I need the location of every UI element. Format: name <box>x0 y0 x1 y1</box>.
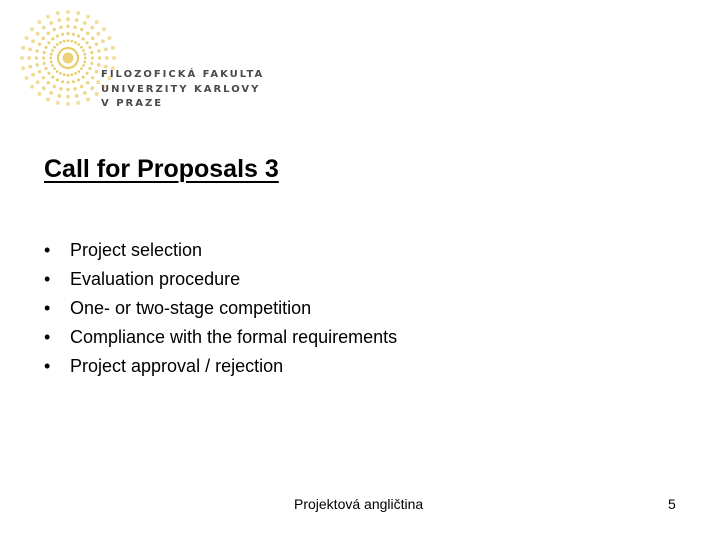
sunburst-dot <box>77 43 80 46</box>
sunburst-dot <box>51 49 54 52</box>
sunburst-dot <box>77 78 80 81</box>
sunburst-dot <box>42 26 46 30</box>
sunburst-dot <box>95 70 98 73</box>
sunburst-dot <box>67 67 69 69</box>
sunburst-dot <box>31 39 35 43</box>
sunburst-dot <box>77 70 80 73</box>
sunburst-dot <box>95 43 98 46</box>
sunburst-dot <box>53 46 56 49</box>
bullet-marker: • <box>44 240 51 260</box>
sunburst-dot <box>24 76 28 80</box>
sunburst-dot <box>71 66 73 68</box>
bullet-text: Compliance with the formal requirements <box>70 327 398 347</box>
sunburst-dot <box>97 63 100 66</box>
sunburst-dot <box>56 11 60 15</box>
bullet-item <box>44 354 397 383</box>
sunburst-dot <box>59 87 62 90</box>
sunburst-dot <box>36 32 40 36</box>
sunburst-dot <box>28 65 32 69</box>
sunburst-dot <box>44 46 47 49</box>
sunburst-dot <box>77 57 79 59</box>
sunburst-dot <box>44 67 47 70</box>
bullet-marker: • <box>44 327 51 347</box>
sunburst-dot <box>43 62 46 65</box>
sunburst-dot <box>47 32 50 35</box>
sunburst-dot <box>77 59 79 61</box>
sunburst-dot <box>31 73 35 77</box>
sunburst-dot <box>72 80 75 83</box>
sunburst-dot <box>47 81 50 84</box>
sunburst-dot <box>20 56 24 60</box>
sunburst-dot <box>27 56 31 60</box>
sunburst-dot <box>107 36 111 40</box>
sunburst-dot <box>67 47 69 49</box>
sunburst-dot <box>66 102 70 106</box>
sunburst-dot <box>96 32 100 36</box>
sunburst-dot <box>63 40 66 43</box>
logo-line-city: V PRAZE <box>101 98 164 109</box>
sunburst-dot <box>70 73 73 76</box>
sunburst-dot <box>57 94 61 98</box>
bullet-marker: • <box>44 269 51 289</box>
sunburst-dot <box>111 46 115 50</box>
sunburst-dot <box>56 34 59 37</box>
sunburst-dot <box>73 25 76 28</box>
sunburst-dot <box>56 70 59 73</box>
sunburst-dot <box>75 18 79 22</box>
sunburst-dot <box>72 33 75 36</box>
sunburst-dot <box>43 51 46 54</box>
sunburst-dot <box>82 76 85 79</box>
sunburst-dot <box>57 57 59 59</box>
sunburst-dot <box>80 67 83 70</box>
sunburst-dot <box>84 57 87 60</box>
sunburst-dot <box>83 21 87 25</box>
sunburst-dot <box>24 36 28 40</box>
sunburst-dot <box>30 85 34 89</box>
sunburst-dot <box>91 56 94 59</box>
sunburst-dot <box>35 49 38 52</box>
sunburst-dot <box>82 64 85 67</box>
bullet-list <box>44 238 397 383</box>
sunburst-dot <box>112 56 116 60</box>
sunburst-dot <box>76 11 80 15</box>
bullet-text: One- or two-stage competition <box>70 298 312 318</box>
sunburst-dot <box>67 74 70 77</box>
sunburst-dot <box>73 87 76 90</box>
sunburst-dot <box>76 101 80 105</box>
sunburst-dot <box>88 46 91 49</box>
sunburst-dot <box>66 32 69 35</box>
sunburst-dot <box>59 72 62 75</box>
sunburst-dot <box>61 33 64 36</box>
sunburst-dot <box>56 78 59 81</box>
bullet-item <box>44 267 397 296</box>
sunburst-dot <box>56 43 59 46</box>
sunburst-dot <box>50 60 53 63</box>
faculty-logo-text <box>101 68 264 112</box>
sunburst-dot <box>51 37 54 40</box>
sunburst-dot <box>83 60 86 63</box>
sunburst-dot <box>38 70 41 73</box>
sunburst-dot <box>21 66 25 70</box>
sunburst-dot <box>56 101 60 105</box>
sunburst-dot <box>80 85 83 88</box>
sunburst-dot <box>95 92 99 96</box>
sunburst-dot <box>61 80 64 83</box>
sunburst-dot <box>57 55 59 57</box>
sunburst-dot <box>57 18 61 22</box>
bullet-item <box>44 296 397 325</box>
sunburst-dot <box>104 47 108 51</box>
sunburst-dot <box>47 41 50 44</box>
sunburst-dot <box>105 56 109 60</box>
sunburst-dot <box>70 40 73 43</box>
sunburst-dot <box>62 48 64 50</box>
sunburst-dot <box>66 10 70 14</box>
sunburst-dot <box>36 80 40 84</box>
sunburst-dot <box>66 95 70 99</box>
sunburst-dot <box>101 39 105 43</box>
sunburst-dot <box>76 52 78 54</box>
bullet-marker: • <box>44 356 51 376</box>
sunburst-dot <box>38 43 41 46</box>
sunburst-dot <box>58 61 60 63</box>
sunburst-dot <box>98 56 101 59</box>
sunburst-dot <box>102 27 106 31</box>
sunburst-dot <box>66 17 70 21</box>
sunburst-dot <box>86 41 89 44</box>
sunburst-dot <box>65 67 67 69</box>
bullet-text: Evaluation procedure <box>70 269 241 289</box>
sunburst-dot <box>57 59 59 61</box>
sunburst-dot <box>66 88 69 91</box>
sunburst-dot <box>42 37 45 40</box>
sunburst-dot <box>74 72 77 75</box>
bullet-text: Project approval / rejection <box>70 356 284 376</box>
sunburst-dot <box>66 81 69 84</box>
sunburst-dot <box>42 56 45 59</box>
sunburst-dot <box>82 49 85 52</box>
sunburst-dot <box>91 76 94 79</box>
logo-line-university: UNIVERZITY KARLOVY <box>101 83 261 95</box>
sunburst-dot <box>51 76 54 79</box>
sunburst-dot <box>95 20 99 24</box>
sunburst-dot <box>80 46 83 49</box>
sunburst-dot <box>90 62 93 65</box>
sunburst-dot <box>35 63 38 66</box>
sunburst-dot <box>30 27 34 31</box>
sunburst-dot <box>46 14 50 18</box>
sunburst-dot <box>88 67 91 70</box>
sunburst-dot <box>91 37 94 40</box>
sunburst-dot <box>37 92 41 96</box>
footer-course-title: Projektová angličtina <box>294 496 424 512</box>
bullet-item <box>44 238 397 267</box>
sunburst-dot <box>59 41 62 44</box>
sunburst-dot <box>50 53 53 56</box>
sunburst-dot <box>83 53 86 56</box>
faculty-logo <box>0 0 265 120</box>
sunburst-dot <box>49 21 53 25</box>
sunburst-dot <box>86 32 89 35</box>
sunburst-dot <box>65 47 67 49</box>
sunburst-dot <box>77 55 79 57</box>
sunburst-dot <box>96 80 100 84</box>
sunburst-dot <box>67 39 70 42</box>
sunburst-center-dot <box>63 53 74 64</box>
sunburst-dot <box>28 47 32 51</box>
sunburst-dot <box>80 28 83 31</box>
sunburst-dot <box>46 97 50 101</box>
sunburst-dot <box>86 14 90 18</box>
sunburst-dot <box>74 41 77 44</box>
sunburst-dot <box>90 51 93 54</box>
sunburst-dot <box>75 94 79 98</box>
sunburst-dot <box>59 25 62 28</box>
sunburst-dot <box>49 91 53 95</box>
bullet-item <box>44 325 397 354</box>
sunburst-dot <box>51 64 54 67</box>
sunburst-dot <box>49 57 52 60</box>
sunburst-dot <box>90 26 94 30</box>
sunburst-dot <box>86 72 89 75</box>
slide-number: 5 <box>668 496 676 512</box>
sunburst-dot <box>97 49 100 52</box>
sunburst-dot <box>53 67 56 70</box>
sunburst-dot <box>66 25 69 28</box>
slide-title: Call for Proposals 3 <box>44 155 279 183</box>
sunburst-dot <box>47 72 50 75</box>
sunburst-dot <box>82 37 85 40</box>
logo-line-faculty: FILOZOFICKÁ FAKULTA <box>101 69 265 80</box>
sunburst-dot <box>42 76 45 79</box>
sunburst-dot <box>53 85 56 88</box>
sunburst-dot <box>63 73 66 76</box>
sunburst-dot <box>53 28 56 31</box>
sunburst-dot <box>37 20 41 24</box>
sunburst-dot <box>83 91 87 95</box>
bullet-marker: • <box>44 298 51 318</box>
sunburst-dot <box>21 46 25 50</box>
sunburst-dot <box>35 56 38 59</box>
sunburst-dot <box>86 97 90 101</box>
sunburst-dot <box>86 81 89 84</box>
sunburst-dot <box>90 86 94 90</box>
sunburst-dot <box>69 47 71 49</box>
sunburst-dot <box>77 34 80 37</box>
sunburst-dot <box>42 86 46 90</box>
bullet-text: Project selection <box>70 240 203 260</box>
sunburst-dot <box>69 67 71 69</box>
